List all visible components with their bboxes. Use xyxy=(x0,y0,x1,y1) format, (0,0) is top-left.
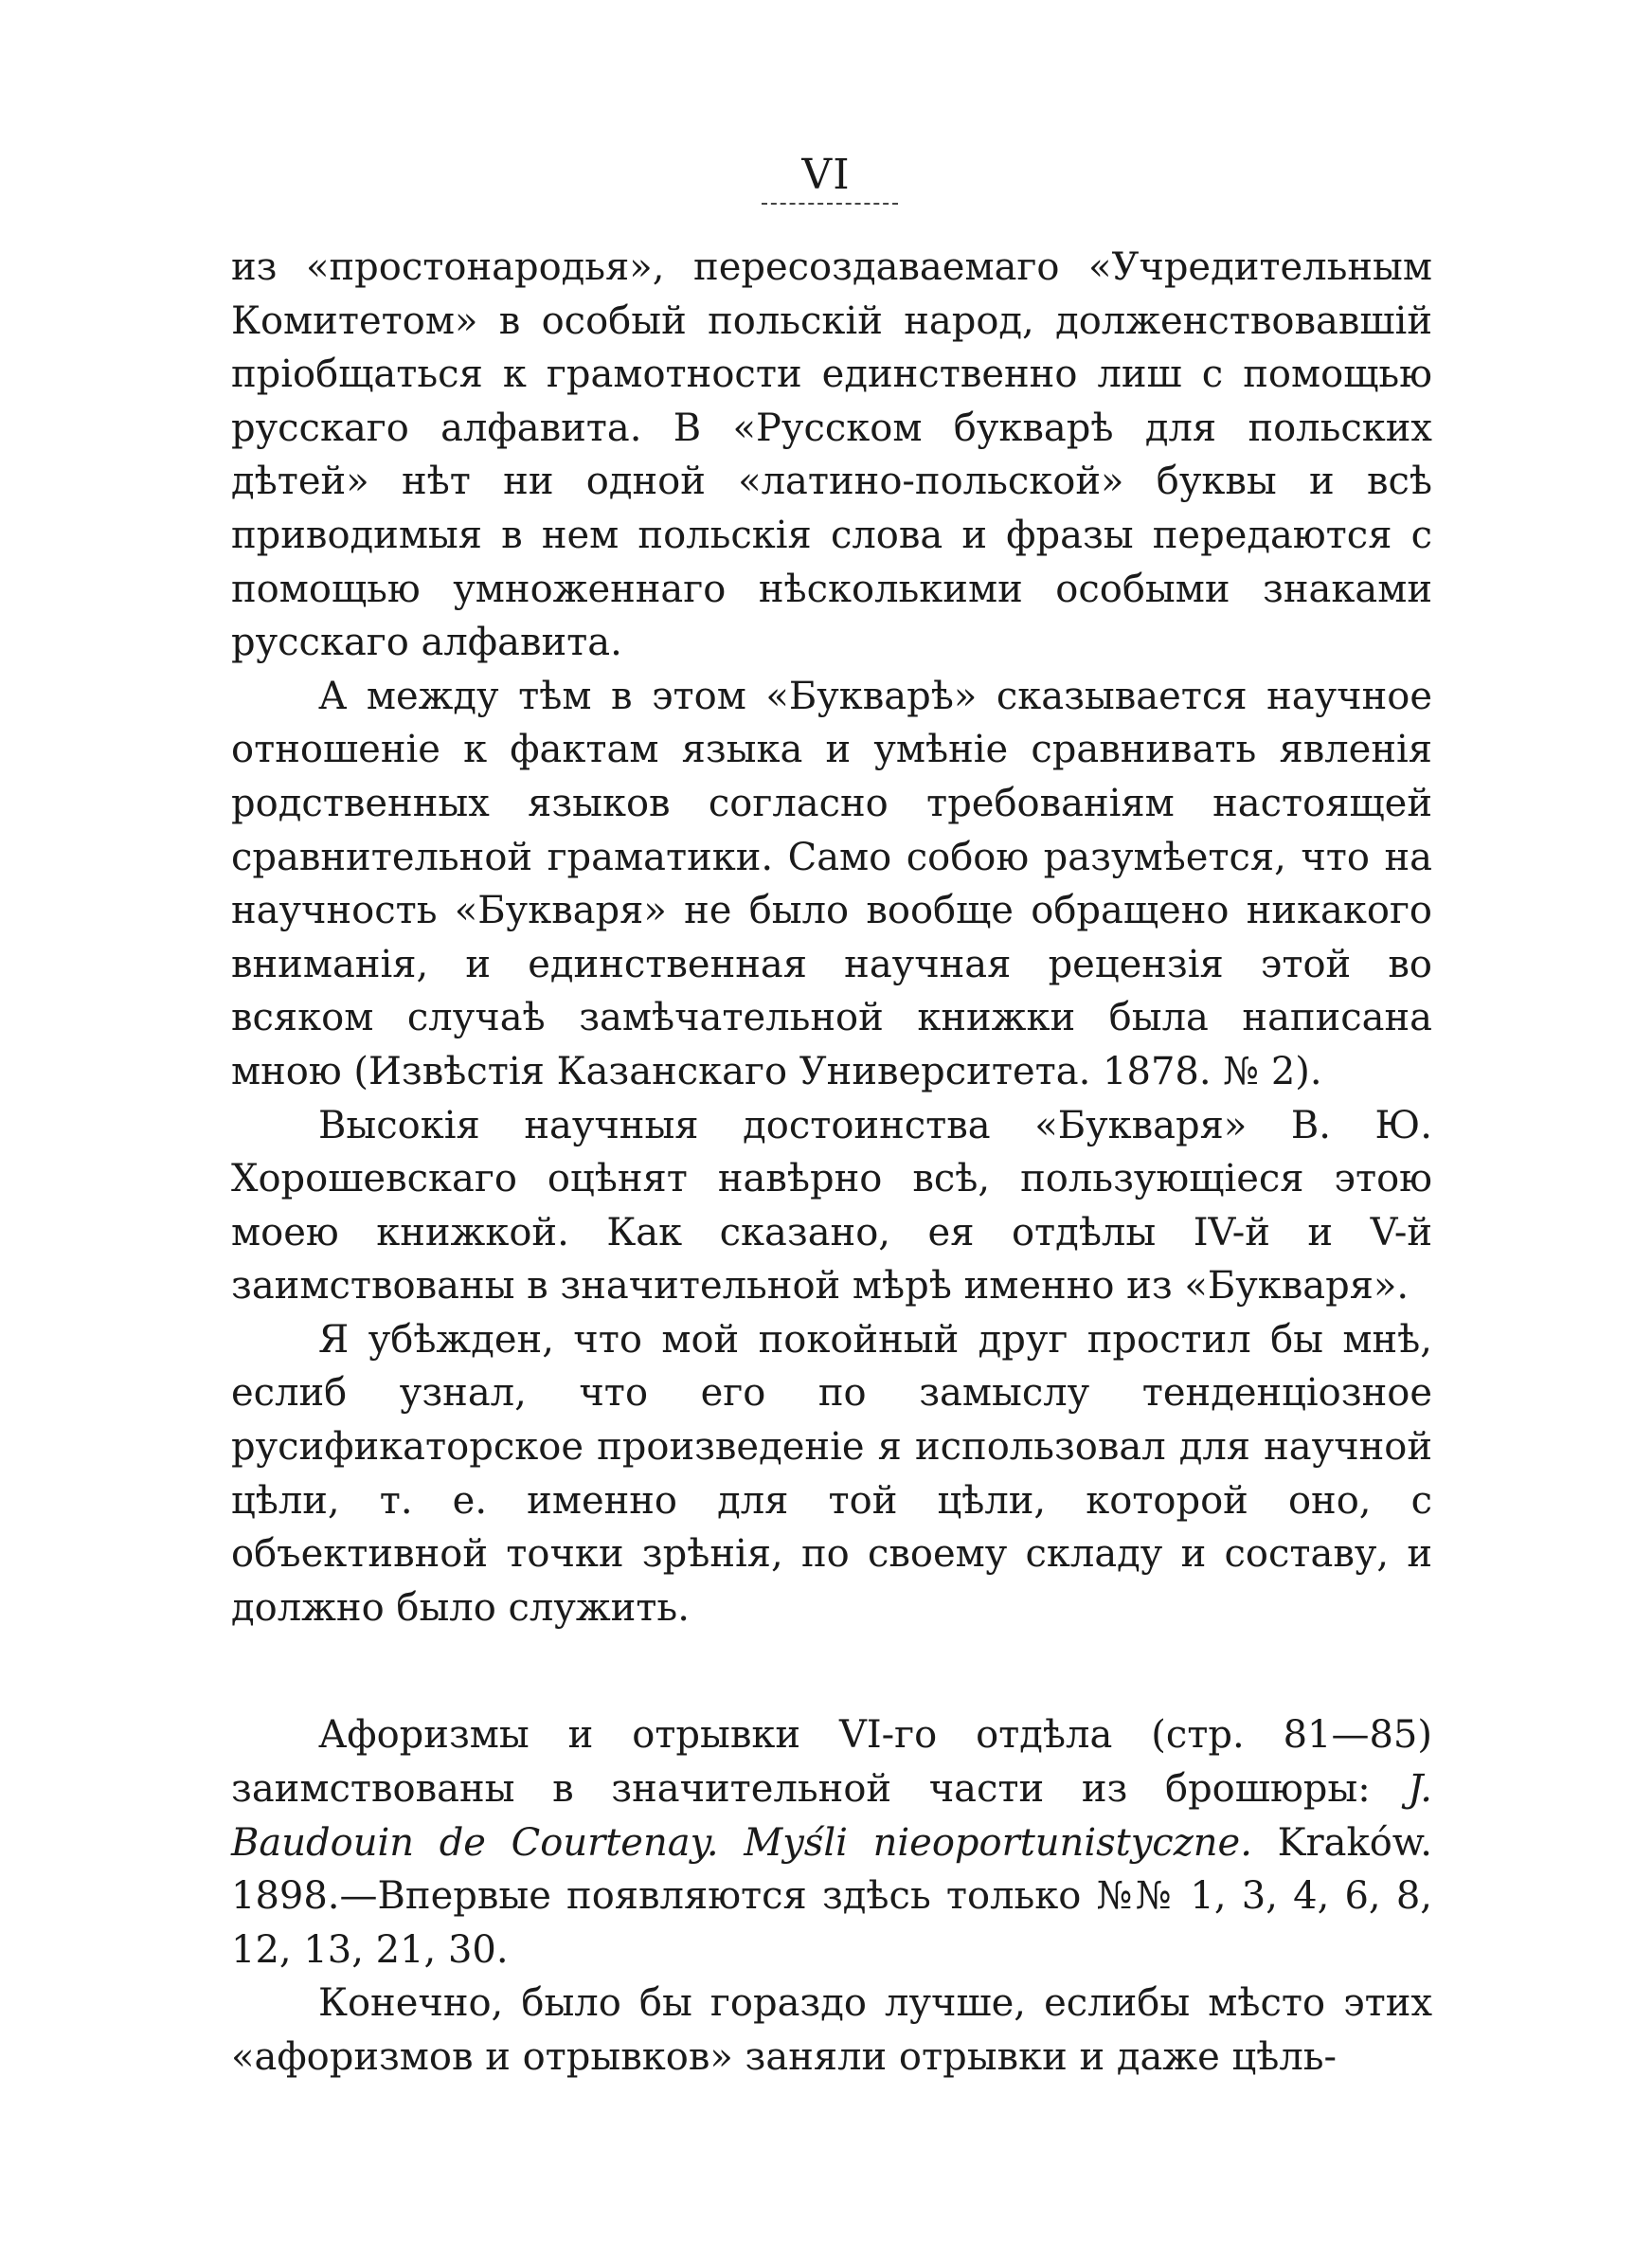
page-number: VI xyxy=(801,151,851,199)
paragraph-3: Высокія научныя достоинства «Букваря» В. Ю. Хорошевскаго оцѣнят навѣрно всѣ, пользующіеся этою моею книжкой. Как сказано, ея отдѣлы IV-й и V-й заимствованы в значительной мѣрѣ именно из «Букваря». xyxy=(231,1103,1432,1309)
section-break xyxy=(231,1634,1432,1708)
paragraph-1: из «простонародья», пересоздаваемаго «Учредительным Комитетом» в особый польскій народ, долженствовавшій пріобщаться к грамотности единственно лиш с помощью русскаго алфавита. В «Русском букварѣ для польских дѣтей» нѣт ни одной «латино-польской» буквы и всѣ приводимыя в нем польскія слова и фразы передаются с помощью умноженнаго нѣсколькими особыми знаками русскаго алфавита. xyxy=(231,245,1432,665)
page-number-rule xyxy=(762,203,898,205)
paragraph-5 xyxy=(231,1708,1432,1977)
citation-italic: J. Baudouin de Courtenay. Myśli nieoportunistyczne. xyxy=(231,1767,1432,1865)
paragraph-5-end: Kraków. 1898.—Впервые появляются здѣсь только №№ 1, 3, 4, 6, 8, 12, 13, 21, 30. xyxy=(231,1820,1432,1972)
body-text xyxy=(231,241,1432,2085)
paragraph-4: Я убѣжден, что мой покойный друг простил бы мнѣ, еслиб узнал, что его по замыслу тенденціозное русификаторское произведеніе я использовал для научной цѣли, т. е. именно для той цѣли, которой оно, с объективной точки зрѣнія, по своему складу и составу, и должно было служить. xyxy=(231,1317,1432,1630)
paragraph-2: А между тѣм в этом «Букварѣ» сказывается научное отношеніе к фактам языка и умѣніе сравнивать явленія родственных языков согласно требованіям настоящей сравнительной граматики. Само собою разумѣется, что на научность «Букваря» не было вообще обращено никакого вниманія, и единственная научная рецензія этой во всяком случаѣ замѣчательной книжки была написана мною (Извѣстія Казанскаго Университета. 1878. № 2). xyxy=(231,674,1432,1093)
paragraph-6: Конечно, было бы гораздо лучше, еслибы мѣсто этих «афоризмов и отрывков» заняли отрывки и даже цѣль- xyxy=(231,1981,1432,2079)
paragraph-5-start: Афоризмы и отрывки VI-го отдѣла (стр. 81—85) заимствованы в значительной части из брошюры: xyxy=(231,1713,1432,1812)
